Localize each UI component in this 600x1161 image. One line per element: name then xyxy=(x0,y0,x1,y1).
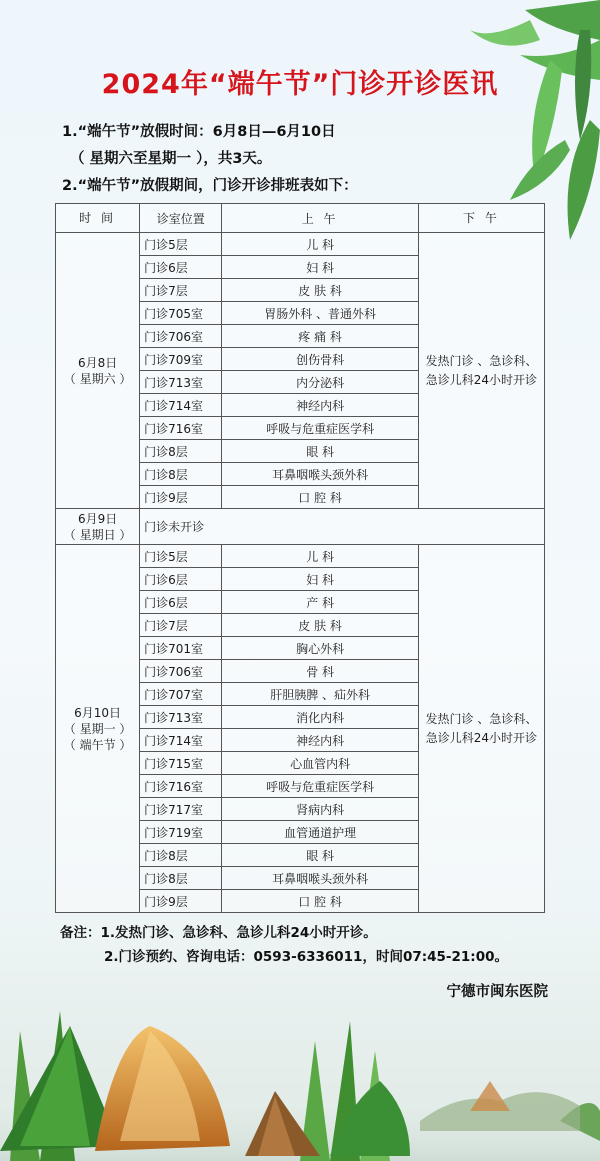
department-cell: 眼 科 xyxy=(222,440,418,463)
room-cell: 门诊706室 xyxy=(140,660,222,683)
room-cell: 门诊716室 xyxy=(140,775,222,798)
department-cell: 呼吸与危重症医学科 xyxy=(222,417,418,440)
room-cell: 门诊7层 xyxy=(140,614,222,637)
schedule-intro: 2.“端午节”放假期间，门诊开诊排班表如下： xyxy=(62,178,358,194)
table-row xyxy=(56,233,545,256)
department-cell: 疼 痛 科 xyxy=(222,325,418,348)
room-cell: 门诊709室 xyxy=(140,348,222,371)
table-header-row xyxy=(56,204,545,233)
room-cell: 门诊5层 xyxy=(140,233,222,256)
hospital-name: 宁德市闽东医院 xyxy=(446,984,548,1000)
day3-afternoon-cell: 发热门诊 、急诊科、急诊儿科24小时开诊 xyxy=(418,545,544,913)
room-cell: 门诊6层 xyxy=(140,591,222,614)
department-cell: 产 科 xyxy=(222,591,418,614)
department-cell: 耳鼻咽喉头颈外科 xyxy=(222,867,418,890)
header-time: 时 间 xyxy=(56,204,140,233)
room-cell: 门诊8层 xyxy=(140,463,222,486)
header-am: 上 午 xyxy=(222,204,418,233)
department-cell: 胃肠外科 、普通外科 xyxy=(222,302,418,325)
day1-date-cell xyxy=(56,233,140,509)
room-cell: 门诊9层 xyxy=(140,486,222,509)
room-cell: 门诊6层 xyxy=(140,568,222,591)
remark-line-2: 2.门诊预约、咨询电话：0593-6336011，时间07:45-21:00。 xyxy=(104,949,508,965)
department-cell: 肝胆胰脾 、疝外科 xyxy=(222,683,418,706)
room-cell: 门诊8层 xyxy=(140,440,222,463)
day3-date-cell xyxy=(56,545,140,913)
room-cell: 门诊715室 xyxy=(140,752,222,775)
room-cell: 门诊719室 xyxy=(140,821,222,844)
room-cell: 门诊706室 xyxy=(140,325,222,348)
department-cell: 妇 科 xyxy=(222,568,418,591)
day2-status-cell: 门诊未开诊 xyxy=(140,509,545,545)
department-cell: 肾病内科 xyxy=(222,798,418,821)
day1-afternoon-cell: 发热门诊 、急诊科、急诊儿科24小时开诊 xyxy=(418,233,544,509)
schedule-table xyxy=(55,203,545,913)
department-cell: 心血管内科 xyxy=(222,752,418,775)
day2-weekday: （ 星期日 ） xyxy=(63,527,132,542)
room-cell: 门诊705室 xyxy=(140,302,222,325)
day3-holiday: （ 端午节 ） xyxy=(63,737,132,752)
room-cell: 门诊9层 xyxy=(140,890,222,913)
department-cell: 皮 肤 科 xyxy=(222,614,418,637)
zongzi-decoration xyxy=(0,971,600,1161)
department-cell: 口 腔 科 xyxy=(222,486,418,509)
room-cell: 门诊714室 xyxy=(140,729,222,752)
department-cell: 儿 科 xyxy=(222,545,418,568)
department-cell: 血管通道护理 xyxy=(222,821,418,844)
department-cell: 妇 科 xyxy=(222,256,418,279)
day2-date: 6月9日 xyxy=(77,511,118,526)
day3-weekday: （ 星期一 ） xyxy=(63,721,132,736)
room-cell: 门诊701室 xyxy=(140,637,222,660)
department-cell: 呼吸与危重症医学科 xyxy=(222,775,418,798)
page-title: 2024年“端午节”门诊开诊医讯 xyxy=(101,69,499,100)
room-cell: 门诊713室 xyxy=(140,371,222,394)
department-cell: 耳鼻咽喉头颈外科 xyxy=(222,463,418,486)
remark-line-1: 备注：1.发热门诊、急诊科、急诊儿科24小时开诊。 xyxy=(60,925,377,941)
department-cell: 神经内科 xyxy=(222,729,418,752)
department-cell: 胸心外科 xyxy=(222,637,418,660)
table-row xyxy=(56,509,545,545)
department-cell: 眼 科 xyxy=(222,844,418,867)
department-cell: 消化内科 xyxy=(222,706,418,729)
day3-date: 6月10日 xyxy=(74,705,122,720)
department-cell: 皮 肤 科 xyxy=(222,279,418,302)
room-cell: 门诊5层 xyxy=(140,545,222,568)
room-cell: 门诊7层 xyxy=(140,279,222,302)
room-cell: 门诊716室 xyxy=(140,417,222,440)
room-cell: 门诊714室 xyxy=(140,394,222,417)
department-cell: 儿 科 xyxy=(222,233,418,256)
day1-weekday: （ 星期六 ） xyxy=(63,371,132,386)
room-cell: 门诊713室 xyxy=(140,706,222,729)
room-cell: 门诊6层 xyxy=(140,256,222,279)
header-pm: 下 午 xyxy=(418,204,544,233)
department-cell: 内分泌科 xyxy=(222,371,418,394)
day2-date-cell xyxy=(56,509,140,545)
department-cell: 神经内科 xyxy=(222,394,418,417)
table-row xyxy=(56,545,545,568)
department-cell: 骨 科 xyxy=(222,660,418,683)
header-room: 诊室位置 xyxy=(140,204,222,233)
room-cell: 门诊707室 xyxy=(140,683,222,706)
room-cell: 门诊717室 xyxy=(140,798,222,821)
department-cell: 创伤骨科 xyxy=(222,348,418,371)
day1-date: 6月8日 xyxy=(77,355,118,370)
holiday-period-days: （ 星期六至星期一 ），共3天。 xyxy=(70,151,272,167)
room-cell: 门诊8层 xyxy=(140,867,222,890)
room-cell: 门诊8层 xyxy=(140,844,222,867)
department-cell: 口 腔 科 xyxy=(222,890,418,913)
holiday-period-notice: 1.“端午节”放假时间：6月8日—6月10日 xyxy=(62,124,336,140)
